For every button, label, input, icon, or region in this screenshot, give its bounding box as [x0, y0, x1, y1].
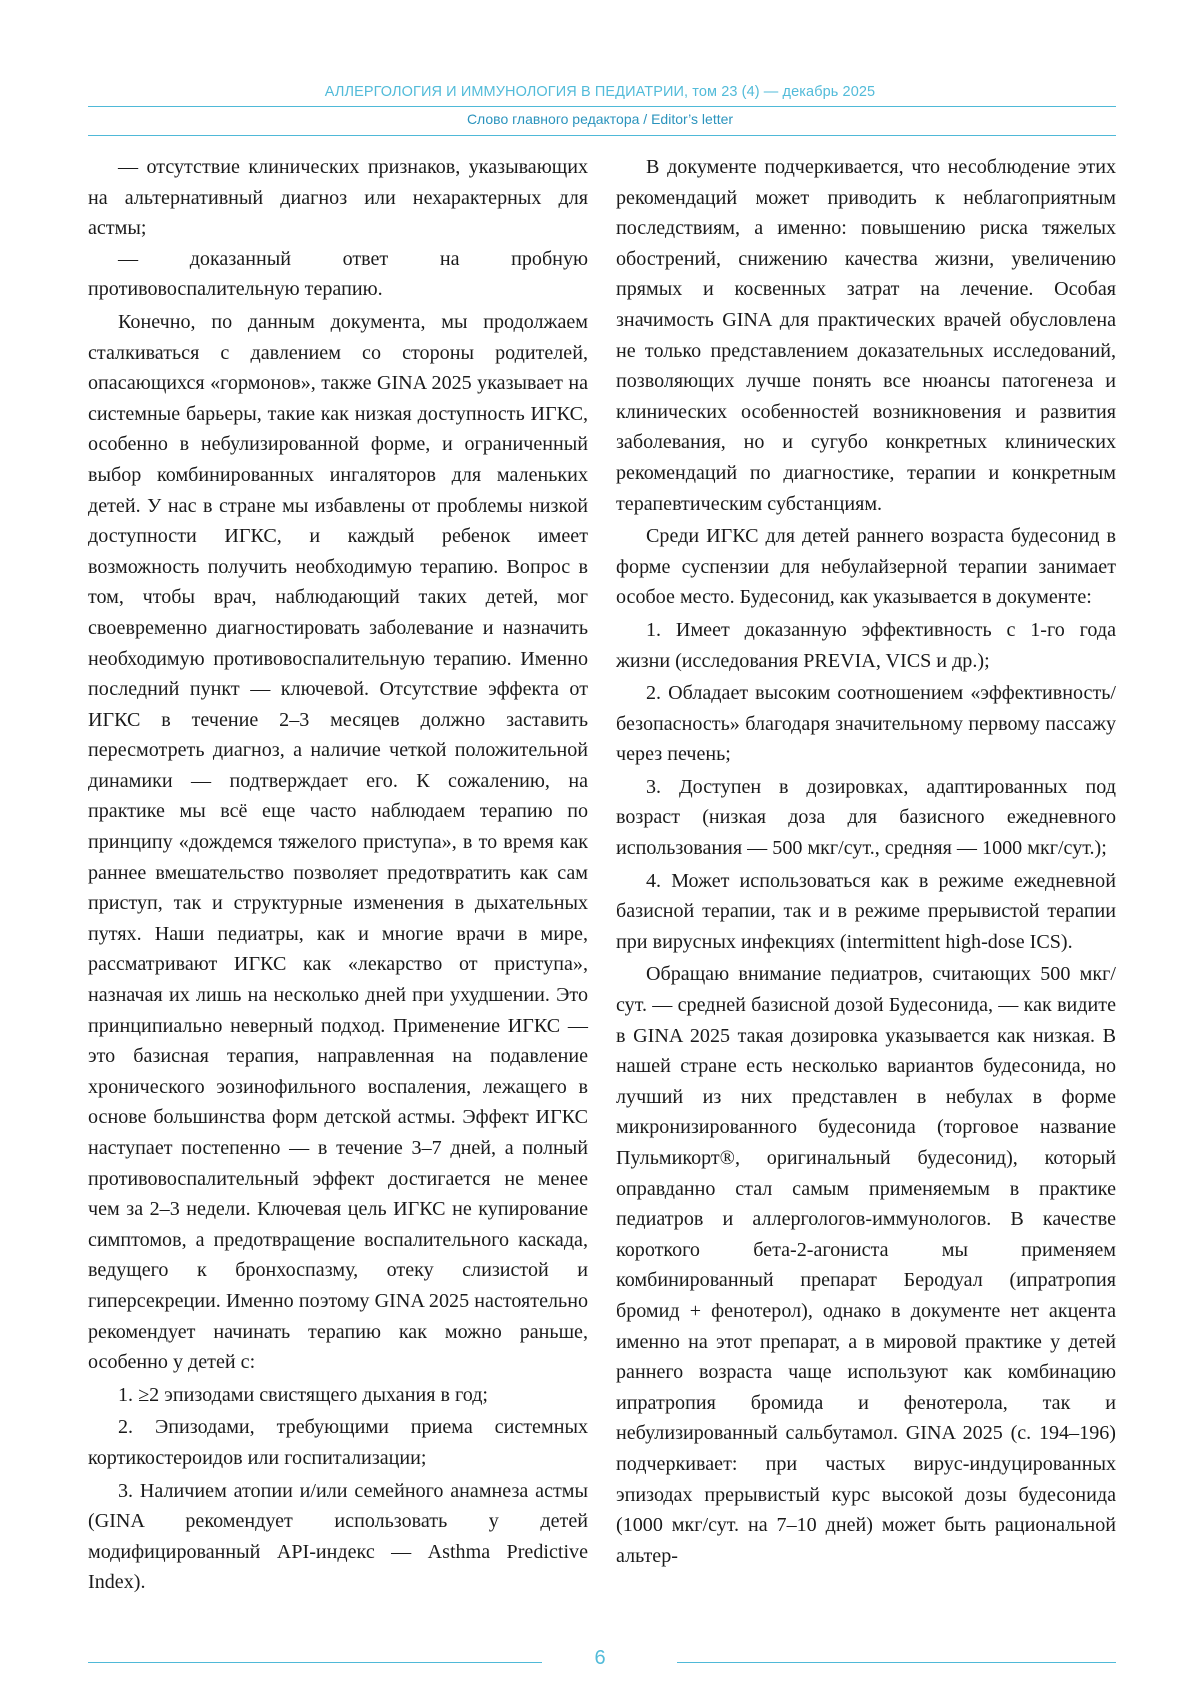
criterion-paragraph: — отсутствие клинических признаков, указывающих на альтернативный диагноз или нехарактерных для астмы;	[88, 156, 588, 240]
header-divider	[88, 106, 1116, 107]
left-column	[88, 152, 588, 1598]
criterion-paragraph: — доказанный ответ на пробную противовоспалительную терапию.	[88, 247, 588, 301]
right-column	[616, 152, 1116, 1571]
section-divider	[88, 135, 1116, 136]
body-paragraph: Обращаю внимание педиатров, считающих 500 мкг/сут. — средней базисной дозой Будесонида, — как видите в GINA 2025 такая дозировка указывается как низкая. В нашей стране есть несколько вариантов будесонида, но лучший из них представлен в небулах в форме микронизированного будесонида (торговое название Пульмикорт®, оригинальный будесонид), который оправданно стал самым применяемым в практике педиатров и аллергологов-иммунологов. В качестве короткого бета-2-агониста мы применяем комбинированный препарат Беродуал (ипратропия бромид + фенотерол), однако в документе нет акцента именно на этот препарат, а в мировой практике у детей раннего возраста чаще используют как комбинацию ипратропия бромида и фенотерола, так и небулизированный сальбутамол. GINA 2025 (с. 194–196) подчеркивает: при частых вирус-индуцированных эпизодах прерывистый курс высокой дозы будесонида (1000 мкг/сут. на 7–10 дней) может быть рациональной альтер-	[616, 963, 1116, 1567]
journal-running-title: АЛЛЕРГОЛОГИЯ И ИММУНОЛОГИЯ В ПЕДИАТРИИ, том 23 (4) — декабрь 2025	[324, 84, 876, 100]
list-item: 2. Эпизодами, требующими приема системных кортикостероидов или госпитализации;	[88, 1416, 588, 1469]
body-paragraph: Конечно, по данным документа, мы продолжаем сталкиваться с давлением со стороны родителей, опасающихся «гормонов», также GINA 2025 указывает на системные барьеры, такие как низкая доступность ИГКС, особенно в небулизированной форме, и ограниченный выбор комбинированных ингаляторов для маленьких детей. У нас в стране мы избавлены от проблемы низкой доступности ИГКС, и каждый ребенок имеет возможность получить необходимую терапию. Вопрос в том, чтобы врач, наблюдающий таких детей, мог своевременно диагностировать заболевание и назначить необходимую противовоспалительную терапию. Именно последний пункт — ключевой. Отсутствие эффекта от ИГКС в течение 2–3 месяцев должно заставить пересмотреть диагноз, а наличие четкой положительной динамики — подтверждает его. К сожалению, на практике мы всё еще часто наблюдаем терапию по принципу «дождемся тяжелого приступа», в то время как раннее вмешательство позволяет предотвратить как сам приступ, так и структурные изменения в дыхательных путях. Наши педиатры, как и многие врачи в мире, рассматривают ИГКС как «лекарство от приступа», назначая их лишь на несколько дней при ухудшении. Это принципиально неверный подход. Применение ИГКС — это базисная терапия, направленная на подавление хронического эозинофильного воспаления, лежащего в основе большинства форм детской астмы. Эффект ИГКС наступает постепенно — в течение 3–7 дней, а полный противовоспалительный эффект достигается не менее чем за 2–3 недели. Ключевая цель ИГКС не купирование симптомов, а предотвращение воспалительного каскада, ведущего к бронхоспазму, отеку слизистой и гиперсекреции. Именно поэтому GINA 2025 настоятельно рекомендует начинать терапию как можно раньше, особенно у детей с:	[88, 310, 588, 1374]
list-item: 1. ≥2 эпизодами свистящего дыхания в год;	[118, 1383, 489, 1406]
section-title: Слово главного редактора / Editor’s letter	[466, 111, 734, 127]
body-paragraph: В документе подчеркивается, что несоблюдение этих рекомендаций может приводить к неблагоприятным последствиям, а именно: повышению риска тяжелых обострений, снижению качества жизни, увеличению прямых и косвенных затрат на лечение. Особая значимость GINA для практических врачей обусловлена не только представлением доказательных исследований, позволяющих лучше понять все нюансы патогенеза и клинических особенностей возникновения и развития заболевания, но и сугубо конкретных клинических рекомендаций по диагностике, терапии и конкретным терапевтическим субстанциям.	[616, 156, 1116, 515]
footer-divider-right	[677, 1662, 1116, 1663]
list-item: 2. Обладает высоким соотношением «эффективность/безопасность» благодаря значительному первому пассажу через печень;	[616, 682, 1116, 766]
list-item: 3. Доступен в дозировках, адаптированных под возраст (низкая доза для базисного ежедневного использования — 500 мкг/сут., средняя — 1000 мкг/сут.);	[616, 775, 1116, 860]
body-paragraph: Среди ИГКС для детей раннего возраста будесонид в форме суспензии для небулайзерной терапии занимает особое место. Будесонид, как указывается в документе:	[616, 525, 1116, 609]
list-item: 4. Может использоваться как в режиме ежедневной базисной терапии, так и в режиме прерывистой терапии при вирусных инфекциях (intermittent high-dose ICS).	[616, 869, 1116, 953]
page-number: 6	[594, 1647, 606, 1669]
list-item: 1. Имеет доказанную эффективность с 1-го года жизни (исследования PREVIA, VICS и др.);	[616, 618, 1116, 672]
list-item: 3. Наличием атопии и/или семейного анамнеза астмы (GINA рекомендует использовать у детей модифицированный API-индекс — Asthma Predictive Index).	[88, 1479, 588, 1594]
